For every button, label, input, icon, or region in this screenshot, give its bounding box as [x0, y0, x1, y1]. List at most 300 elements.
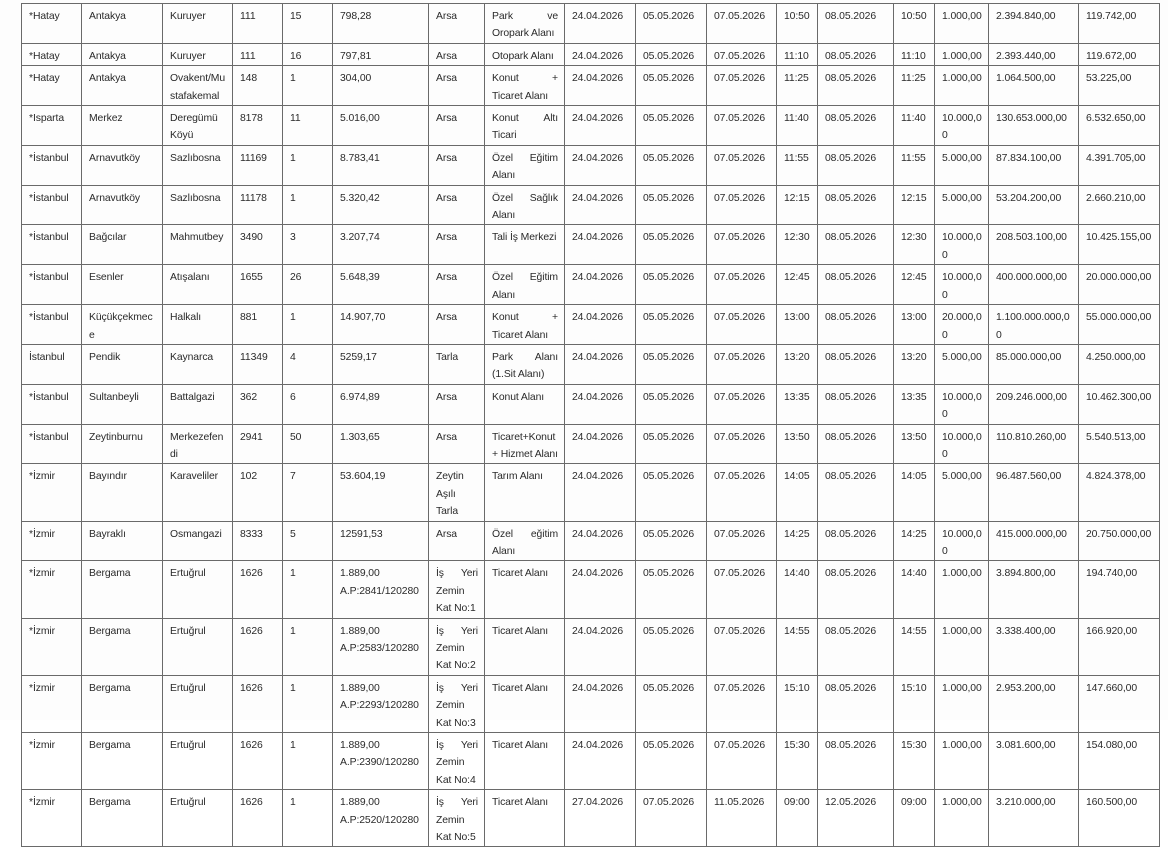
first-auction-date-cell: 07.05.2026: [707, 185, 777, 225]
parcel-cell: 4: [283, 344, 333, 384]
second-auction-time-cell: 14:55: [894, 618, 935, 675]
appraised-value-cell: 3.338.400,00: [989, 618, 1079, 675]
table-row: [22, 145, 1160, 185]
deadline-date-cell: 05.05.2026: [636, 344, 707, 384]
first-auction-time-cell: 14:55: [777, 618, 818, 675]
announcement-date-cell: 27.04.2026: [565, 790, 636, 847]
parcel-cell: 1: [283, 145, 333, 185]
neighborhood-cell: Ertuğrul: [163, 618, 233, 675]
second-auction-time-cell: 14:05: [894, 464, 935, 521]
parcel-cell: 1: [283, 618, 333, 675]
property-type-cell: İş Yeri Zemin Kat No:3: [429, 675, 485, 732]
property-type-cell: İş Yeri Zemin Kat No:1: [429, 561, 485, 618]
auction-table: [21, 3, 1160, 847]
property-type-cell: Arsa: [429, 225, 485, 265]
guarantee-cell: 55.000.000,00: [1079, 305, 1160, 345]
block-cell: 102: [233, 464, 283, 521]
first-auction-time-cell: 11:10: [777, 43, 818, 65]
first-auction-time-cell: 11:55: [777, 145, 818, 185]
guarantee-cell: 4.250.000,00: [1079, 344, 1160, 384]
second-auction-date-cell: 08.05.2026: [818, 464, 894, 521]
appraised-value-cell: 2.394.840,00: [989, 4, 1079, 44]
neighborhood-cell: Ertuğrul: [163, 675, 233, 732]
table-row: [22, 733, 1160, 790]
parcel-cell: 15: [283, 4, 333, 44]
auction-table-body: [22, 4, 1160, 847]
appraised-value-cell: 87.834.100,00: [989, 145, 1079, 185]
first-auction-time-cell: 14:40: [777, 561, 818, 618]
deadline-date-cell: 05.05.2026: [636, 733, 707, 790]
appraised-value-cell: 3.210.000,00: [989, 790, 1079, 847]
second-auction-time-cell: 14:25: [894, 521, 935, 561]
announcement-date-cell: 24.04.2026: [565, 675, 636, 732]
neighborhood-cell: Ertuğrul: [163, 733, 233, 790]
area-cell: 1.889,00 A.P:2520/120280: [333, 790, 429, 847]
area-cell: 1.889,00 A.P:2583/120280: [333, 618, 429, 675]
increment-cell: 1.000,00: [935, 618, 989, 675]
block-cell: 111: [233, 4, 283, 44]
parcel-cell: 50: [283, 424, 333, 464]
guarantee-cell: 194.740,00: [1079, 561, 1160, 618]
appraised-value-cell: 85.000.000,00: [989, 344, 1079, 384]
deadline-date-cell: 05.05.2026: [636, 185, 707, 225]
announcement-date-cell: 24.04.2026: [565, 521, 636, 561]
announcement-date-cell: 24.04.2026: [565, 344, 636, 384]
first-auction-date-cell: 07.05.2026: [707, 225, 777, 265]
second-auction-date-cell: 08.05.2026: [818, 4, 894, 44]
second-auction-time-cell: 11:10: [894, 43, 935, 65]
second-auction-date-cell: 08.05.2026: [818, 384, 894, 424]
district-cell: Pendik: [82, 344, 163, 384]
table-row: [22, 521, 1160, 561]
first-auction-date-cell: 07.05.2026: [707, 66, 777, 106]
neighborhood-cell: Mahmutbey: [163, 225, 233, 265]
zoning-cell: Tali İş Merkezi: [485, 225, 565, 265]
table-row: [22, 43, 1160, 65]
table-row: [22, 305, 1160, 345]
district-cell: Bergama: [82, 790, 163, 847]
property-type-cell: İş Yeri Zemin Kat No:5: [429, 790, 485, 847]
block-cell: 1626: [233, 790, 283, 847]
guarantee-cell: 154.080,00: [1079, 733, 1160, 790]
zoning-cell: Ticaret+Konut+ Hizmet Alanı: [485, 424, 565, 464]
guarantee-cell: 20.750.000,00: [1079, 521, 1160, 561]
table-row: [22, 106, 1160, 146]
area-cell: 5.320,42: [333, 185, 429, 225]
table-row: [22, 424, 1160, 464]
increment-cell: 1.000,00: [935, 790, 989, 847]
district-cell: Bağcılar: [82, 225, 163, 265]
increment-cell: 10.000,00: [935, 265, 989, 305]
district-cell: Merkez: [82, 106, 163, 146]
property-type-cell: Zeytin Aşılı Tarla: [429, 464, 485, 521]
appraised-value-cell: 96.487.560,00: [989, 464, 1079, 521]
province-cell: *Isparta: [22, 106, 82, 146]
appraised-value-cell: 3.081.600,00: [989, 733, 1079, 790]
first-auction-date-cell: 07.05.2026: [707, 265, 777, 305]
area-cell: 5.016,00: [333, 106, 429, 146]
block-cell: 1626: [233, 733, 283, 790]
parcel-cell: 1: [283, 790, 333, 847]
property-type-cell: Arsa: [429, 384, 485, 424]
neighborhood-cell: Ertuğrul: [163, 561, 233, 618]
guarantee-cell: 166.920,00: [1079, 618, 1160, 675]
block-cell: 362: [233, 384, 283, 424]
announcement-date-cell: 24.04.2026: [565, 145, 636, 185]
parcel-cell: 6: [283, 384, 333, 424]
neighborhood-cell: Halkalı: [163, 305, 233, 345]
appraised-value-cell: 110.810.260,00: [989, 424, 1079, 464]
district-cell: Antakya: [82, 66, 163, 106]
second-auction-date-cell: 08.05.2026: [818, 305, 894, 345]
neighborhood-cell: Kuruyer: [163, 4, 233, 44]
area-cell: 3.207,74: [333, 225, 429, 265]
first-auction-time-cell: 14:25: [777, 521, 818, 561]
first-auction-date-cell: 07.05.2026: [707, 305, 777, 345]
neighborhood-cell: Sazlıbosna: [163, 145, 233, 185]
increment-cell: 5.000,00: [935, 344, 989, 384]
second-auction-date-cell: 08.05.2026: [818, 66, 894, 106]
second-auction-time-cell: 14:40: [894, 561, 935, 618]
second-auction-time-cell: 10:50: [894, 4, 935, 44]
block-cell: 3490: [233, 225, 283, 265]
province-cell: *İzmir: [22, 618, 82, 675]
neighborhood-cell: Merkezefendi: [163, 424, 233, 464]
second-auction-date-cell: 08.05.2026: [818, 424, 894, 464]
district-cell: Sultanbeyli: [82, 384, 163, 424]
block-cell: 148: [233, 66, 283, 106]
announcement-date-cell: 24.04.2026: [565, 4, 636, 44]
announcement-date-cell: 24.04.2026: [565, 464, 636, 521]
table-row: [22, 561, 1160, 618]
neighborhood-cell: Ovakent/Mustafakemal: [163, 66, 233, 106]
increment-cell: 1.000,00: [935, 675, 989, 732]
first-auction-date-cell: 07.05.2026: [707, 561, 777, 618]
first-auction-time-cell: 12:45: [777, 265, 818, 305]
first-auction-time-cell: 12:30: [777, 225, 818, 265]
deadline-date-cell: 05.05.2026: [636, 384, 707, 424]
district-cell: Esenler: [82, 265, 163, 305]
property-type-cell: İş Yeri Zemin Kat No:2: [429, 618, 485, 675]
first-auction-time-cell: 12:15: [777, 185, 818, 225]
second-auction-time-cell: 13:35: [894, 384, 935, 424]
zoning-cell: Ticaret Alanı: [485, 675, 565, 732]
zoning-cell: Konut Altı Ticari: [485, 106, 565, 146]
area-cell: 1.889,00 A.P:2841/120280: [333, 561, 429, 618]
block-cell: 11178: [233, 185, 283, 225]
province-cell: *İstanbul: [22, 145, 82, 185]
block-cell: 1626: [233, 561, 283, 618]
first-auction-time-cell: 13:20: [777, 344, 818, 384]
zoning-cell: Özel eğitim Alanı: [485, 521, 565, 561]
zoning-cell: Ticaret Alanı: [485, 618, 565, 675]
guarantee-cell: 6.532.650,00: [1079, 106, 1160, 146]
district-cell: Küçükçekmece: [82, 305, 163, 345]
table-row: [22, 66, 1160, 106]
deadline-date-cell: 05.05.2026: [636, 305, 707, 345]
neighborhood-cell: Karaveliler: [163, 464, 233, 521]
deadline-date-cell: 07.05.2026: [636, 790, 707, 847]
area-cell: 1.889,00 A.P:2293/120280: [333, 675, 429, 732]
zoning-cell: Tarım Alanı: [485, 464, 565, 521]
area-cell: 6.974,89: [333, 384, 429, 424]
second-auction-date-cell: 08.05.2026: [818, 265, 894, 305]
appraised-value-cell: 415.000.000,00: [989, 521, 1079, 561]
increment-cell: 10.000,00: [935, 384, 989, 424]
province-cell: *İzmir: [22, 464, 82, 521]
district-cell: Bergama: [82, 618, 163, 675]
district-cell: Zeytinburnu: [82, 424, 163, 464]
first-auction-time-cell: 11:25: [777, 66, 818, 106]
area-cell: 14.907,70: [333, 305, 429, 345]
second-auction-time-cell: 12:15: [894, 185, 935, 225]
block-cell: 1626: [233, 675, 283, 732]
first-auction-date-cell: 07.05.2026: [707, 344, 777, 384]
increment-cell: 1.000,00: [935, 4, 989, 44]
block-cell: 11349: [233, 344, 283, 384]
property-type-cell: Arsa: [429, 424, 485, 464]
province-cell: *Hatay: [22, 43, 82, 65]
announcement-date-cell: 24.04.2026: [565, 618, 636, 675]
first-auction-time-cell: 10:50: [777, 4, 818, 44]
increment-cell: 1.000,00: [935, 43, 989, 65]
announcement-date-cell: 24.04.2026: [565, 384, 636, 424]
district-cell: Antakya: [82, 43, 163, 65]
second-auction-date-cell: 08.05.2026: [818, 618, 894, 675]
guarantee-cell: 2.660.210,00: [1079, 185, 1160, 225]
appraised-value-cell: 130.653.000,00: [989, 106, 1079, 146]
province-cell: İstanbul: [22, 344, 82, 384]
parcel-cell: 16: [283, 43, 333, 65]
increment-cell: 1.000,00: [935, 66, 989, 106]
area-cell: 304,00: [333, 66, 429, 106]
second-auction-date-cell: 12.05.2026: [818, 790, 894, 847]
appraised-value-cell: 208.503.100,00: [989, 225, 1079, 265]
second-auction-time-cell: 11:25: [894, 66, 935, 106]
deadline-date-cell: 05.05.2026: [636, 675, 707, 732]
district-cell: Bergama: [82, 675, 163, 732]
guarantee-cell: 53.225,00: [1079, 66, 1160, 106]
second-auction-time-cell: 12:30: [894, 225, 935, 265]
second-auction-date-cell: 08.05.2026: [818, 145, 894, 185]
area-cell: 53.604,19: [333, 464, 429, 521]
guarantee-cell: 119.672,00: [1079, 43, 1160, 65]
district-cell: Arnavutköy: [82, 145, 163, 185]
property-type-cell: Arsa: [429, 185, 485, 225]
second-auction-date-cell: 08.05.2026: [818, 521, 894, 561]
block-cell: 111: [233, 43, 283, 65]
province-cell: *İzmir: [22, 733, 82, 790]
zoning-cell: Konut + Ticaret Alanı: [485, 66, 565, 106]
guarantee-cell: 147.660,00: [1079, 675, 1160, 732]
announcement-date-cell: 24.04.2026: [565, 733, 636, 790]
neighborhood-cell: Battalgazi: [163, 384, 233, 424]
area-cell: 5.648,39: [333, 265, 429, 305]
area-cell: 798,28: [333, 4, 429, 44]
increment-cell: 10.000,00: [935, 225, 989, 265]
parcel-cell: 3: [283, 225, 333, 265]
district-cell: Antakya: [82, 4, 163, 44]
first-auction-time-cell: 09:00: [777, 790, 818, 847]
zoning-cell: Özel Eğitim Alanı: [485, 265, 565, 305]
province-cell: *Hatay: [22, 4, 82, 44]
property-type-cell: Arsa: [429, 4, 485, 44]
parcel-cell: 1: [283, 66, 333, 106]
district-cell: Bergama: [82, 733, 163, 790]
zoning-cell: Özel Eğitim Alanı: [485, 145, 565, 185]
block-cell: 11169: [233, 145, 283, 185]
province-cell: *İzmir: [22, 675, 82, 732]
announcement-date-cell: 24.04.2026: [565, 265, 636, 305]
property-type-cell: Arsa: [429, 106, 485, 146]
first-auction-time-cell: 13:00: [777, 305, 818, 345]
second-auction-time-cell: 15:30: [894, 733, 935, 790]
table-row: [22, 265, 1160, 305]
appraised-value-cell: 2.953.200,00: [989, 675, 1079, 732]
first-auction-time-cell: 15:30: [777, 733, 818, 790]
zoning-cell: Ticaret Alanı: [485, 733, 565, 790]
first-auction-date-cell: 07.05.2026: [707, 43, 777, 65]
deadline-date-cell: 05.05.2026: [636, 618, 707, 675]
province-cell: *İzmir: [22, 790, 82, 847]
announcement-date-cell: 24.04.2026: [565, 185, 636, 225]
area-cell: 797,81: [333, 43, 429, 65]
province-cell: *İstanbul: [22, 424, 82, 464]
neighborhood-cell: Deregümü Köyü: [163, 106, 233, 146]
province-cell: *İstanbul: [22, 384, 82, 424]
zoning-cell: Park ve Oropark Alanı: [485, 4, 565, 44]
guarantee-cell: 4.391.705,00: [1079, 145, 1160, 185]
property-type-cell: Arsa: [429, 145, 485, 185]
increment-cell: 5.000,00: [935, 464, 989, 521]
second-auction-date-cell: 08.05.2026: [818, 344, 894, 384]
property-type-cell: Tarla: [429, 344, 485, 384]
second-auction-time-cell: 13:50: [894, 424, 935, 464]
first-auction-date-cell: 07.05.2026: [707, 618, 777, 675]
district-cell: Arnavutköy: [82, 185, 163, 225]
property-type-cell: Arsa: [429, 66, 485, 106]
increment-cell: 20.000,00: [935, 305, 989, 345]
first-auction-date-cell: 07.05.2026: [707, 145, 777, 185]
first-auction-date-cell: 07.05.2026: [707, 106, 777, 146]
property-type-cell: Arsa: [429, 521, 485, 561]
second-auction-time-cell: 11:40: [894, 106, 935, 146]
zoning-cell: Konut Alanı: [485, 384, 565, 424]
parcel-cell: 1: [283, 185, 333, 225]
deadline-date-cell: 05.05.2026: [636, 464, 707, 521]
second-auction-time-cell: 13:00: [894, 305, 935, 345]
first-auction-date-cell: 07.05.2026: [707, 384, 777, 424]
table-row: [22, 384, 1160, 424]
first-auction-time-cell: 11:40: [777, 106, 818, 146]
appraised-value-cell: 53.204.200,00: [989, 185, 1079, 225]
guarantee-cell: 10.425.155,00: [1079, 225, 1160, 265]
guarantee-cell: 5.540.513,00: [1079, 424, 1160, 464]
block-cell: 8178: [233, 106, 283, 146]
first-auction-time-cell: 15:10: [777, 675, 818, 732]
parcel-cell: 1: [283, 675, 333, 732]
table-row: [22, 344, 1160, 384]
province-cell: *İstanbul: [22, 305, 82, 345]
province-cell: *Hatay: [22, 66, 82, 106]
table-row: [22, 675, 1160, 732]
increment-cell: 5.000,00: [935, 145, 989, 185]
increment-cell: 10.000,00: [935, 106, 989, 146]
first-auction-date-cell: 07.05.2026: [707, 521, 777, 561]
neighborhood-cell: Osmangazi: [163, 521, 233, 561]
appraised-value-cell: 209.246.000,00: [989, 384, 1079, 424]
second-auction-time-cell: 09:00: [894, 790, 935, 847]
second-auction-date-cell: 08.05.2026: [818, 733, 894, 790]
parcel-cell: 26: [283, 265, 333, 305]
guarantee-cell: 119.742,00: [1079, 4, 1160, 44]
second-auction-date-cell: 08.05.2026: [818, 185, 894, 225]
district-cell: Bayındır: [82, 464, 163, 521]
first-auction-time-cell: 13:50: [777, 424, 818, 464]
deadline-date-cell: 05.05.2026: [636, 66, 707, 106]
neighborhood-cell: Ertuğrul: [163, 790, 233, 847]
first-auction-time-cell: 14:05: [777, 464, 818, 521]
parcel-cell: 1: [283, 733, 333, 790]
area-cell: 8.783,41: [333, 145, 429, 185]
property-type-cell: Arsa: [429, 305, 485, 345]
zoning-cell: Özel Sağlık Alanı: [485, 185, 565, 225]
second-auction-date-cell: 08.05.2026: [818, 225, 894, 265]
deadline-date-cell: 05.05.2026: [636, 424, 707, 464]
appraised-value-cell: 400.000.000,00: [989, 265, 1079, 305]
announcement-date-cell: 24.04.2026: [565, 106, 636, 146]
province-cell: *İstanbul: [22, 225, 82, 265]
area-cell: 5259,17: [333, 344, 429, 384]
table-row: [22, 225, 1160, 265]
table-row: [22, 790, 1160, 847]
first-auction-date-cell: 07.05.2026: [707, 424, 777, 464]
province-cell: *İstanbul: [22, 265, 82, 305]
deadline-date-cell: 05.05.2026: [636, 521, 707, 561]
first-auction-date-cell: 07.05.2026: [707, 4, 777, 44]
table-row: [22, 4, 1160, 44]
district-cell: Bergama: [82, 561, 163, 618]
parcel-cell: 1: [283, 561, 333, 618]
announcement-date-cell: 24.04.2026: [565, 66, 636, 106]
zoning-cell: Park Alanı (1.Sit Alanı): [485, 344, 565, 384]
block-cell: 8333: [233, 521, 283, 561]
deadline-date-cell: 05.05.2026: [636, 265, 707, 305]
guarantee-cell: 160.500,00: [1079, 790, 1160, 847]
parcel-cell: 7: [283, 464, 333, 521]
deadline-date-cell: 05.05.2026: [636, 225, 707, 265]
property-type-cell: Arsa: [429, 265, 485, 305]
district-cell: Bayraklı: [82, 521, 163, 561]
parcel-cell: 1: [283, 305, 333, 345]
zoning-cell: Konut + Ticaret Alanı: [485, 305, 565, 345]
neighborhood-cell: Atışalanı: [163, 265, 233, 305]
second-auction-time-cell: 11:55: [894, 145, 935, 185]
zoning-cell: Ticaret Alanı: [485, 561, 565, 618]
property-type-cell: Arsa: [429, 43, 485, 65]
zoning-cell: Otopark Alanı: [485, 43, 565, 65]
second-auction-date-cell: 08.05.2026: [818, 106, 894, 146]
second-auction-date-cell: 08.05.2026: [818, 43, 894, 65]
area-cell: 1.303,65: [333, 424, 429, 464]
appraised-value-cell: 1.100.000.000,00: [989, 305, 1079, 345]
second-auction-time-cell: 13:20: [894, 344, 935, 384]
area-cell: 1.889,00 A.P:2390/120280: [333, 733, 429, 790]
deadline-date-cell: 05.05.2026: [636, 561, 707, 618]
table-row: [22, 185, 1160, 225]
appraised-value-cell: 3.894.800,00: [989, 561, 1079, 618]
province-cell: *İzmir: [22, 521, 82, 561]
